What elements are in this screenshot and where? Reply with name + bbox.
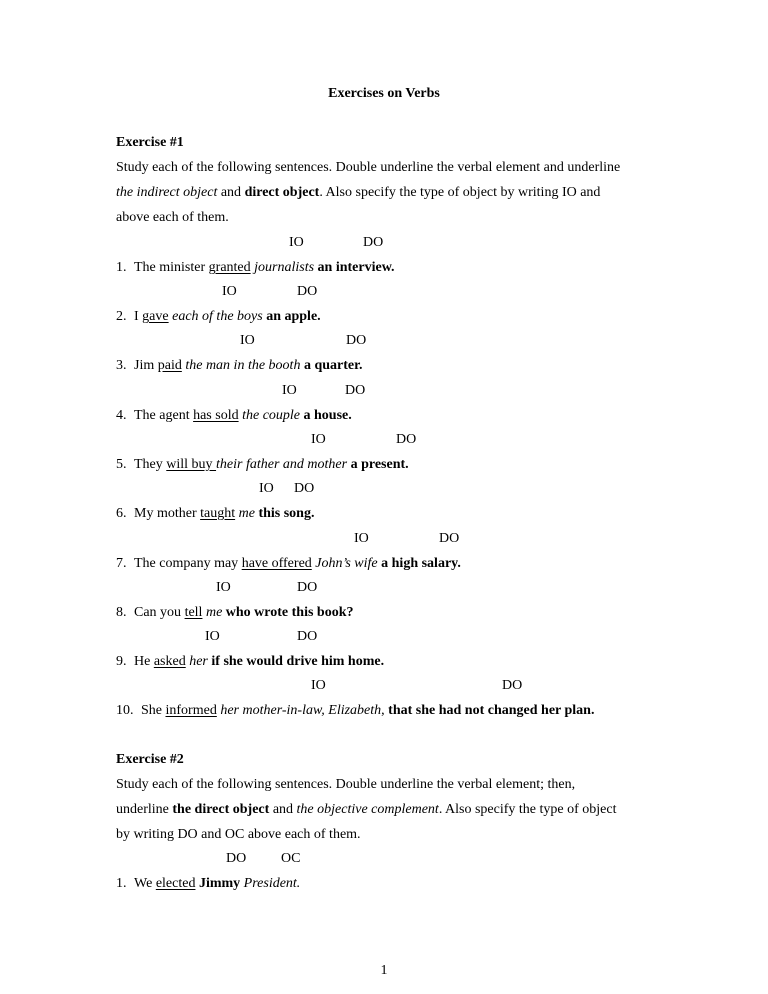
oc-label: OC <box>281 851 301 866</box>
io-label: IO <box>259 481 274 496</box>
direct-object: this song. <box>258 506 315 521</box>
do-label: DO <box>396 432 417 447</box>
do-label: DO <box>297 580 318 595</box>
do-label: DO <box>226 851 247 866</box>
do-label: DO <box>297 284 318 299</box>
exercise-1-instructions: Study each of the following sentences. Double underline the verbal element and underline the indirect object and direct object. Also specify the type of object by writing IO and above each of them. <box>116 160 621 225</box>
io-label: IO <box>354 531 369 546</box>
objective-complement: President. <box>243 876 301 891</box>
exercise-1-item: 9. He asked her if she would drive him home. <box>116 654 385 669</box>
do-label: DO <box>297 629 318 644</box>
direct-object: a high salary. <box>381 556 461 571</box>
do-label: DO <box>502 678 523 693</box>
exercise-1-item: 2. I gave each of the boys an apple. <box>116 309 321 324</box>
io-label: IO <box>282 383 297 398</box>
exercise-2-heading: Exercise #2 <box>116 752 184 767</box>
direct-object: a present. <box>350 457 409 472</box>
indirect-object: her mother-in-law, Elizabeth <box>220 703 382 718</box>
exercise-1-item: 8. Can you tell me who wrote this book? <box>116 605 354 620</box>
indirect-object: each of the boys <box>172 309 263 324</box>
io-label: IO <box>216 580 231 595</box>
exercise-1-item: 7. The company may have offered John’s wife a high salary. <box>116 556 461 571</box>
verbal-element: asked <box>153 654 186 669</box>
do-label: DO <box>439 531 460 546</box>
direct-object: if she would drive him home. <box>211 654 385 669</box>
io-label: IO <box>311 432 326 447</box>
io-label: IO <box>205 629 220 644</box>
direct-object: an apple. <box>266 309 321 324</box>
verbal-element: tell <box>184 605 203 620</box>
indirect-object: me <box>238 506 255 521</box>
direct-object: who wrote this book? <box>225 605 354 620</box>
exercise-1-item: 10. She informed her mother-in-law, Elizabeth, that she had not changed her plan. <box>116 703 595 718</box>
direct-object: Jimmy <box>198 876 241 891</box>
do-label: DO <box>294 481 315 496</box>
exercise-2-item: 1. We elected Jimmy President. <box>116 876 301 891</box>
indirect-object: journalists <box>254 260 315 275</box>
io-label: IO <box>311 678 326 693</box>
io-label: IO <box>240 333 255 348</box>
direct-object: an interview. <box>317 260 395 275</box>
verbal-element: granted <box>208 260 251 275</box>
verbal-element: elected <box>155 876 196 891</box>
verbal-element: informed <box>165 703 217 718</box>
indirect-object: her <box>189 654 208 669</box>
do-label: DO <box>345 383 366 398</box>
verbal-element: will buy <box>166 457 217 472</box>
exercise-1-item: 6. My mother taught me this song. <box>116 506 315 521</box>
direct-object: a house. <box>303 408 352 423</box>
indirect-object: John’s wife <box>315 556 378 571</box>
indirect-object: the man in the booth <box>185 358 301 373</box>
exercise-2-instructions: Study each of the following sentences. Double underline the verbal element; then, underline the direct object and the objective complement. Also specify the type of object by writing DO and OC above each of them. <box>116 777 617 842</box>
verbal-element: have offered <box>241 556 312 571</box>
verbal-element: has sold <box>193 408 239 423</box>
page-title: Exercises on Verbs <box>328 86 440 101</box>
do-label: DO <box>346 333 367 348</box>
indirect-object: me <box>205 605 223 620</box>
indirect-object: their father and mother <box>216 457 348 472</box>
io-label: IO <box>289 235 304 250</box>
exercise-1-item: 3. Jim paid the man in the booth a quarter. <box>116 358 363 373</box>
page-number: 1 <box>380 963 388 978</box>
direct-object: that she had not changed her plan. <box>388 703 595 718</box>
exercise-1-heading: Exercise #1 <box>116 135 184 150</box>
direct-object: a quarter. <box>303 358 363 373</box>
io-label: IO <box>222 284 237 299</box>
indirect-object: the couple <box>242 408 301 423</box>
verbal-element: gave <box>142 309 169 324</box>
exercise-1-item: 1. The minister granted journalists an interview. <box>116 260 395 275</box>
exercise-1-item: 4. The agent has sold the couple a house. <box>116 408 352 423</box>
exercise-1-item: 5. They will buy their father and mother a present. <box>116 457 409 472</box>
verbal-element: paid <box>157 358 182 373</box>
do-label: DO <box>363 235 384 250</box>
verbal-element: taught <box>200 506 236 521</box>
